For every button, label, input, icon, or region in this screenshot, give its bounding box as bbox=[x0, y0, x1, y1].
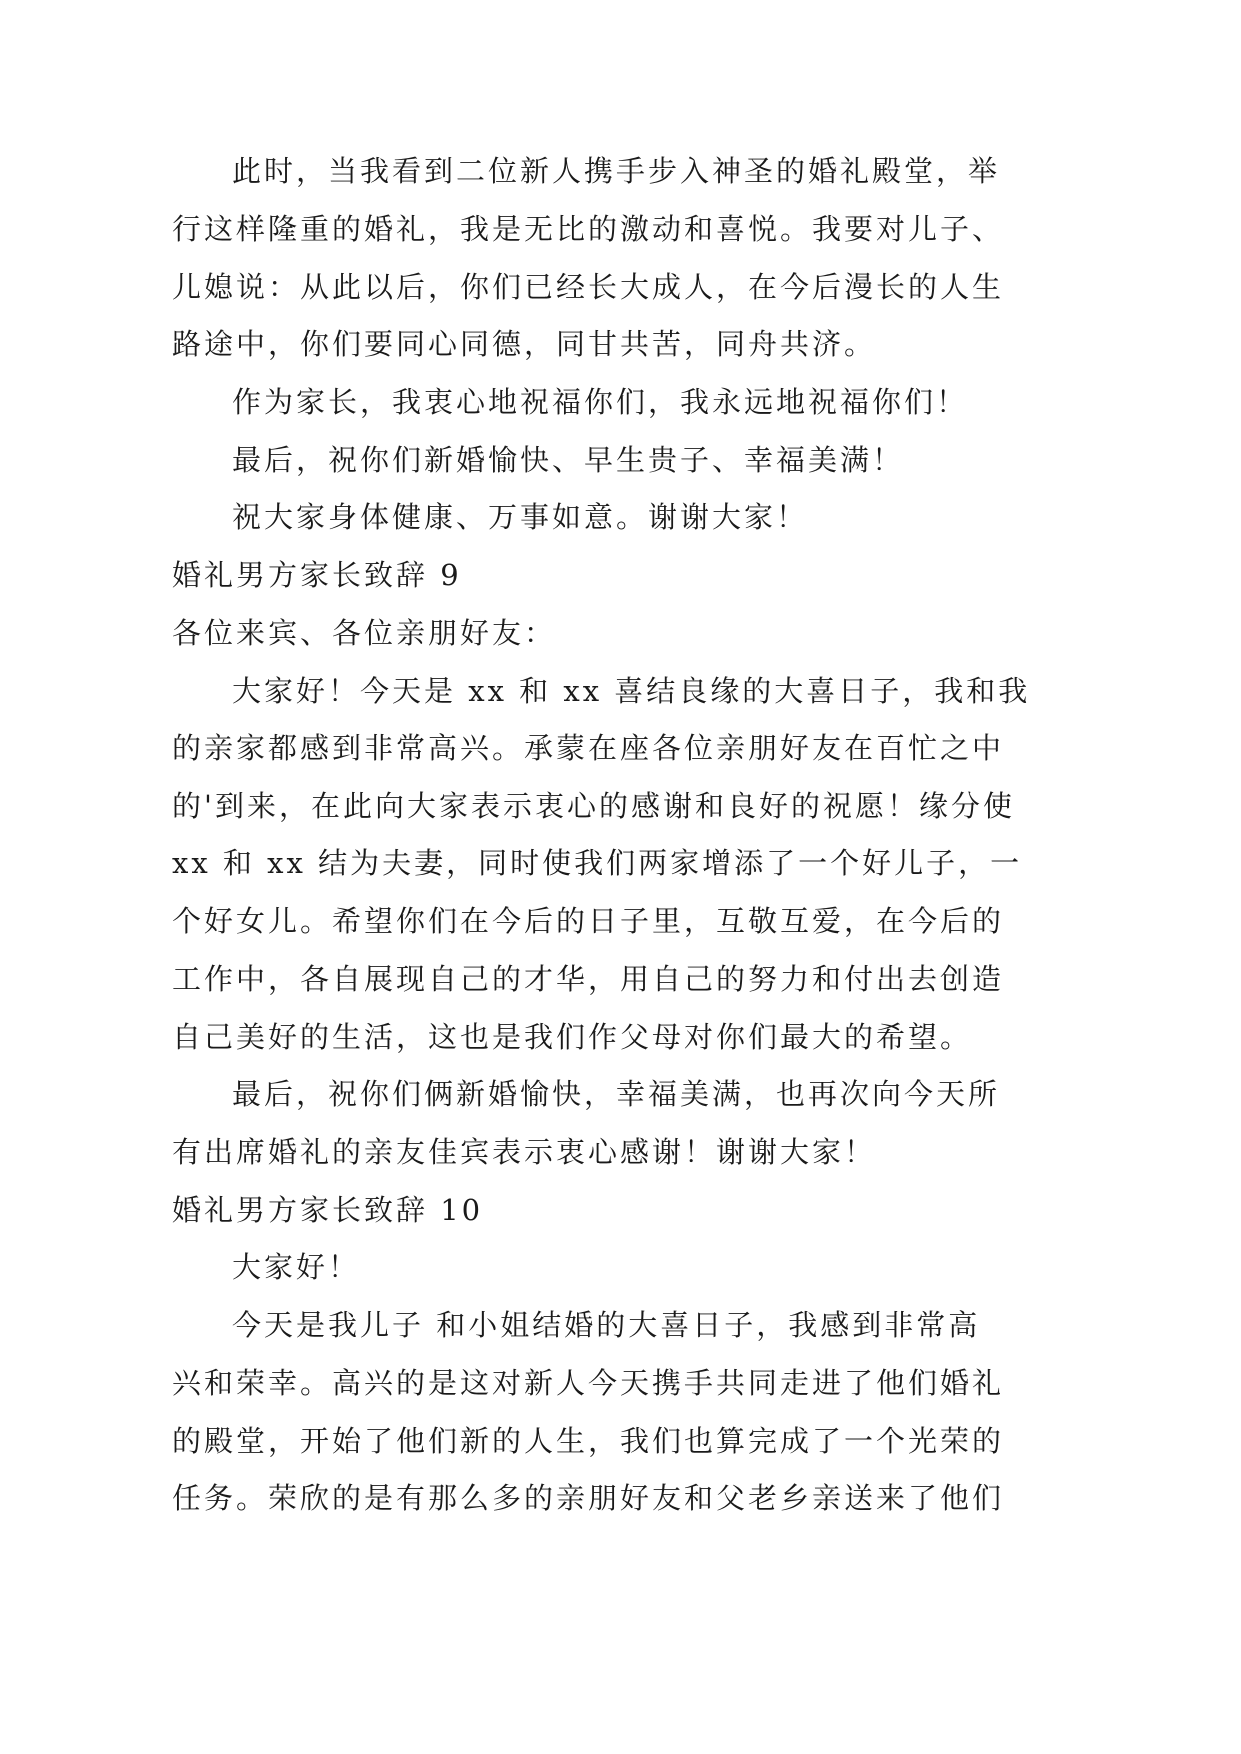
text-line-10: 大家好！今天是 xx 和 xx 喜结良缘的大喜日子，我和我 bbox=[232, 674, 1031, 708]
text-line-4: 路途中，你们要同心同德，同甘共苦，同舟共济。 bbox=[172, 327, 877, 361]
text-line-2: 行这样隆重的婚礼，我是无比的激动和喜悦。我要对儿子、 bbox=[172, 212, 1005, 246]
text-line-22: 兴和荣幸。高兴的是这对新人今天携手共同走进了他们婚礼 bbox=[172, 1366, 1005, 1400]
text-line-21: 今天是我儿子 和小姐结婚的大喜日子，我感到非常高 bbox=[232, 1308, 981, 1342]
text-line-6: 最后，祝你们新婚愉快、早生贵子、幸福美满！ bbox=[232, 443, 905, 477]
section-heading-10: 婚礼男方家长致辞 10 bbox=[172, 1193, 484, 1227]
text-line-17: 最后，祝你们俩新婚愉快，幸福美满，也再次向今天所 bbox=[232, 1077, 1001, 1111]
greeting-line: 大家好！ bbox=[232, 1250, 361, 1284]
text-line-23: 的殿堂，开始了他们新的人生，我们也算完成了一个光荣的 bbox=[172, 1424, 1005, 1458]
text-line-7: 祝大家身体健康、万事如意。谢谢大家！ bbox=[232, 500, 809, 534]
section-heading-9: 婚礼男方家长致辞 9 bbox=[172, 558, 462, 592]
salutation-line: 各位来宾、各位亲朋好友： bbox=[172, 616, 557, 650]
text-line-24: 任务。荣欣的是有那么多的亲朋好友和父老乡亲送来了他们 bbox=[172, 1481, 1005, 1515]
text-line-15: 工作中，各自展现自己的才华，用自己的努力和付出去创造 bbox=[172, 962, 1005, 996]
text-line-14: 个好女儿。希望你们在今后的日子里，互敬互爱，在今后的 bbox=[172, 904, 1005, 938]
text-line-13: xx 和 xx 结为夫妻，同时使我们两家增添了一个好儿子，一 bbox=[172, 846, 1023, 880]
text-line-11: 的亲家都感到非常高兴。承蒙在座各位亲朋好友在百忙之中 bbox=[172, 731, 1005, 765]
text-line-12: 的'到来，在此向大家表示衷心的感谢和良好的祝愿！缘分使 bbox=[172, 789, 1015, 823]
text-line-5: 作为家长，我衷心地祝福你们，我永远地祝福你们！ bbox=[232, 385, 969, 419]
text-line-18: 有出席婚礼的亲友佳宾表示衷心感谢！谢谢大家！ bbox=[172, 1135, 877, 1169]
text-line-3: 儿媳说：从此以后，你们已经长大成人，在今后漫长的人生 bbox=[172, 270, 1005, 304]
text-line-1: 此时，当我看到二位新人携手步入神圣的婚礼殿堂，举 bbox=[232, 154, 1001, 188]
text-line-16: 自己美好的生活，这也是我们作父母对你们最大的希望。 bbox=[172, 1020, 973, 1054]
